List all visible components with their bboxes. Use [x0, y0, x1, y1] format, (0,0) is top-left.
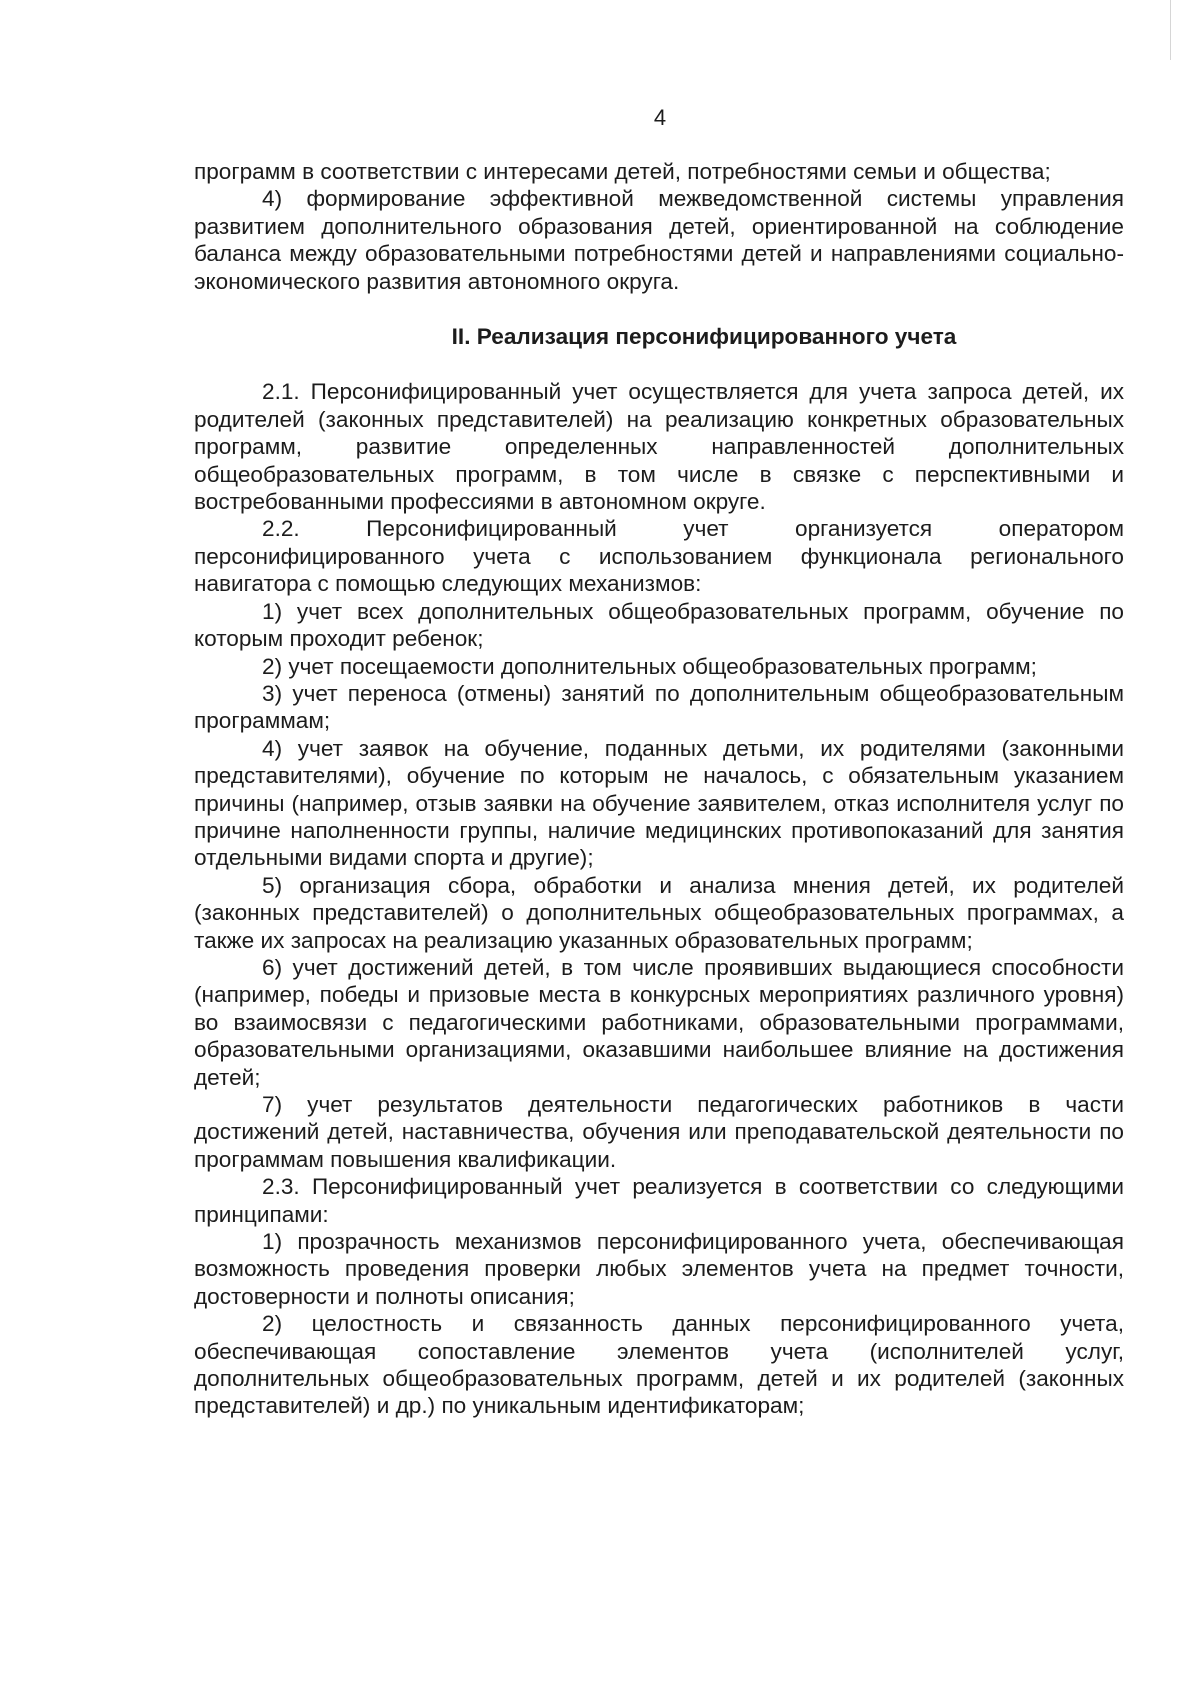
section-heading: II. Реализация персонифицированного учета [451, 324, 957, 350]
paragraph-mechanism-1: 1) учет всех дополнительных общеобразовательных программ, обучение по которым проходит ребенок; [194, 598, 1124, 652]
page-number: 4 [653, 105, 667, 130]
paragraph-2-3: 2.3. Персонифицированный учет реализуется в соответствии со следующими принципами: [194, 1174, 1124, 1227]
scan-edge-mark [1170, 0, 1171, 60]
document-body [194, 158, 1124, 1420]
paragraph-principle-1: 1) прозрачность механизмов персонифицированного учета, обеспечивающая возможность проведения проверки любых элементов учета на предмет точности, достоверности и полноты описания; [194, 1229, 1124, 1309]
paragraph-2-2: 2.2. Персонифицированный учет организуется оператором персонифицированного учета с использованием функционала регионального навигатора с помощью следующих механизмов: [194, 516, 1124, 597]
paragraph-mechanism-3: 3) учет переноса (отмены) занятий по дополнительным общеобразовательным программам; [194, 680, 1124, 734]
paragraph-continuation: программ в соответствии с интересами детей, потребностями семьи и общества; [194, 159, 1051, 184]
paragraph-mechanism-6: 6) учет достижений детей, в том числе проявивших выдающиеся способности (например, победы и призовые места в конкурсных мероприятиях различного уровня) во взаимосвязи с педагогическими работниками, образовательными программами, образовательными организациями, оказавшими наибольшее влияние на достижения детей; [194, 954, 1124, 1090]
paragraph-2-1: 2.1. Персонифицированный учет осуществляется для учета запроса детей, их родителей (законных представителей) на реализацию конкретных образовательных программ, развитие определенных направленностей дополнительных общеобразовательных программ, в том числе в связке с перспективными и востребованными профессиями в автономном округе. [194, 379, 1124, 515]
paragraph-principle-2: 2) целостность и связанность данных персонифицированного учета, обеспечивающая сопоставление элементов учета (исполнителей услуг, дополнительных общеобразовательных программ, детей и их родителей (законных представителей) и др.) по уникальным идентификаторам; [194, 1311, 1124, 1419]
paragraph-item-4: 4) формирование эффективной межведомственной системы управления развитием дополнительного образования детей, ориентированной на соблюдение баланса между образовательными потребностями детей и направлениями социально-экономического развития автономного округа. [194, 186, 1124, 294]
paragraph-mechanism-7: 7) учет результатов деятельности педагогических работников в части достижений детей, наставничества, обучения или преподавательской деятельности по программам повышения квалификации. [194, 1092, 1124, 1172]
paragraph-mechanism-4: 4) учет заявок на обучение, поданных детьми, их родителями (законными представителями), обучение по которым не началось, с обязательным указанием причины (например, отзыв заявки на обучение заявителем, отказ исполнителя услуг по причине наполненности группы, наличие медицинских противопоказаний для занятия отдельными видами спорта и другие); [194, 735, 1124, 871]
paragraph-mechanism-2: 2) учет посещаемости дополнительных общеобразовательных программ; [262, 653, 1037, 679]
paragraph-mechanism-5: 5) организация сбора, обработки и анализа мнения детей, их родителей (законных представителей) о дополнительных общеобразовательных программах, а также их запросах на реализацию указанных образовательных программ; [194, 872, 1124, 953]
